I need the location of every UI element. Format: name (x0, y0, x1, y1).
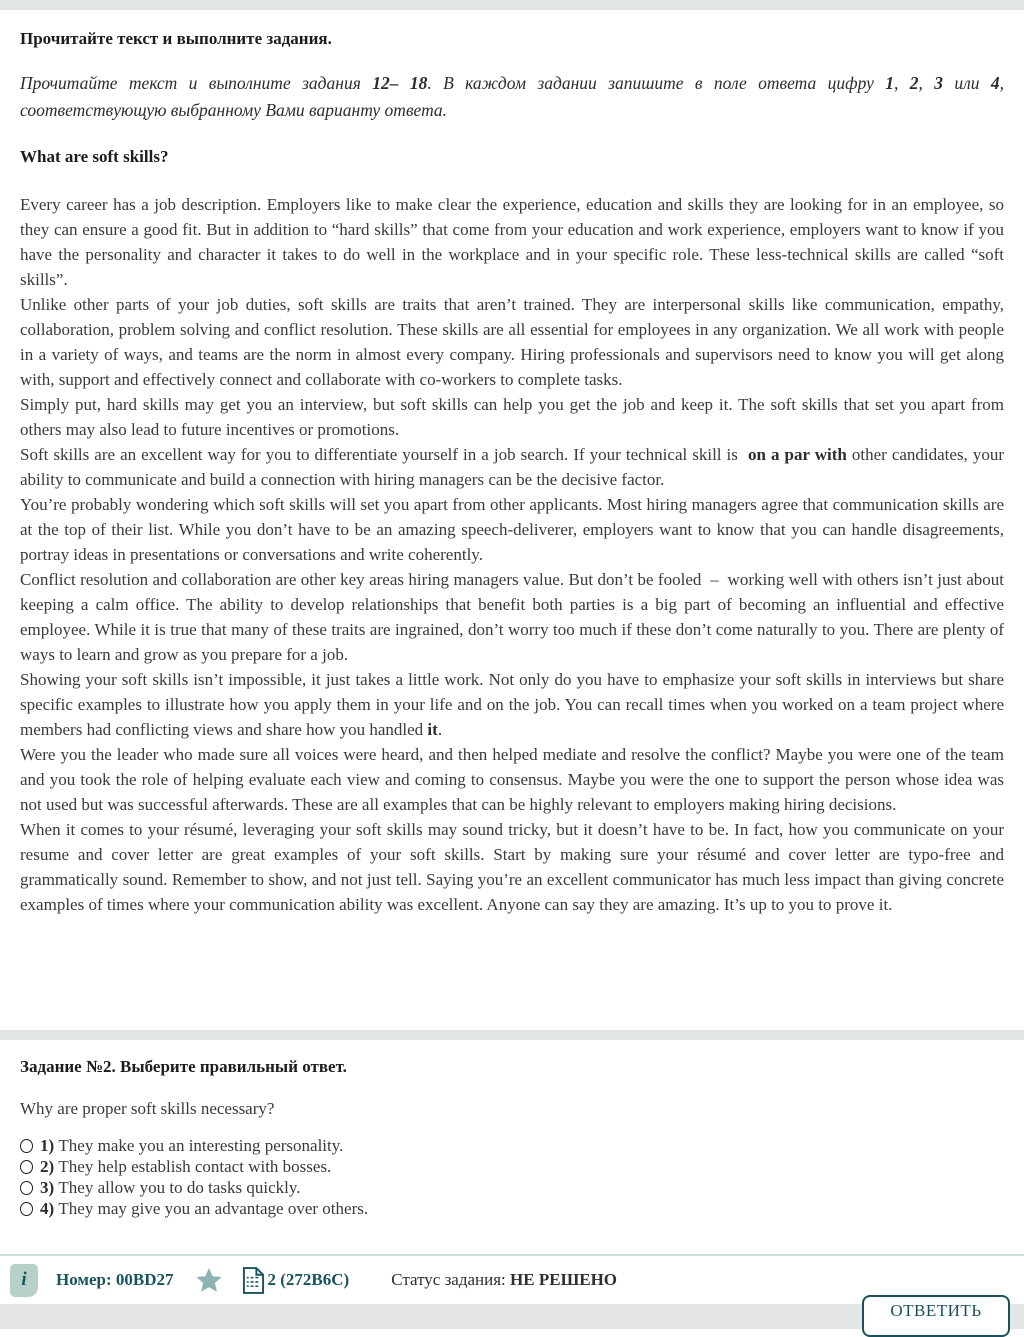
answer-button[interactable]: ОТВЕТИТЬ (862, 1295, 1010, 1337)
top-band (0, 0, 1024, 10)
option-number: 3) (40, 1177, 55, 1197)
option-number: 2) (40, 1156, 55, 1176)
document-ref[interactable]: 2 (272B6C) (267, 1270, 350, 1289)
option-label: They allow you to do tasks quickly. (54, 1177, 301, 1197)
article-paragraph: Unlike other parts of your job duties, soft skills are traits that aren’t trained. They are interpersonal skills like communication, empathy, collaboration, problem solving and conflict resolution. These skills are all essential for employees in any organization. We all work with people in a variety of ways, and teams are the norm in almost every company. Hiring professionals and supervisors need to know you will get along with, support and effectively connect and collaborate with co-workers to complete tasks. (20, 295, 1004, 389)
task-title: Задание №2. Выберите правильный ответ. (20, 1057, 347, 1076)
option-radio[interactable] (20, 1181, 33, 1195)
option-radio[interactable] (20, 1139, 33, 1153)
task-question: Why are proper soft skills necessary? (20, 1099, 275, 1118)
intro-instruction: Прочитайте текст и выполните задания 12– 18. В каждом задании запишите в поле ответа цифру 1, 2, 3 или 4, соответствующую выбранному Вами варианту ответа. (20, 73, 1004, 120)
task-number-label: Номер: (56, 1270, 112, 1289)
option-label: They help establish contact with bosses. (54, 1156, 332, 1176)
task-section (0, 1040, 1024, 1219)
section-divider (0, 1030, 1024, 1040)
document-list-icon[interactable] (242, 1267, 265, 1294)
article-paragraph: Simply put, hard skills may get you an interview, but soft skills can help you get the job and keep it. The soft skills that set you apart from others may also lead to future incentives or promotions. (20, 395, 1004, 439)
content-area (0, 10, 1024, 917)
option-label: They make you an interesting personality. (54, 1135, 344, 1155)
answer-option[interactable] (20, 1135, 1004, 1156)
task-number-value: 00BD27 (115, 1270, 174, 1289)
answer-option[interactable] (20, 1198, 1004, 1219)
article-paragraph: Were you the leader who made sure all voices were heard, and then helped mediate and resolve the conflict? Maybe you were one of the team and you took the role of helping evaluate each view and coming to consensus. Maybe you were the one to support the person whose idea was not used but was successful afterwards. These are all examples that can be highly relevant to employers making hiring decisions. (20, 745, 1004, 814)
article-paragraph: Showing your soft skills isn’t impossible, it just takes a little work. Not only do you have to emphasize your soft skills in interviews but share specific examples to illustrate how you apply them in your life and on the job. You can recall times when you worked on a team project where members had conflicting views and share how you handled it. (20, 670, 1004, 739)
article-paragraph: When it comes to your résumé, leveraging your soft skills may sound tricky, but it doesn’t have to be. In fact, how you communicate on your resume and cover letter are great examples of your soft skills. Start by making sure your résumé and cover letter are typo-free and grammatically sound. Remember to show, and not just tell. Saying you’re an excellent communicator has much less impact than giving concrete examples of times where your communication ability was excellent. Anyone can say they are amazing. It’s up to you to prove it. (20, 820, 1004, 914)
task-number (56, 1270, 174, 1290)
info-icon[interactable]: i (10, 1264, 38, 1297)
option-number: 1) (40, 1135, 55, 1155)
article-paragraph: Soft skills are an excellent way for you to differentiate yourself in a job search. If your technical skill is on a par with other candidates, your ability to communicate and build a connection with hiring managers can be the decisive factor. (20, 445, 1005, 489)
article-title: What are soft skills? (20, 147, 169, 166)
task-status-label: Статус задания: (391, 1270, 506, 1289)
article-paragraph: Every career has a job description. Employers like to make clear the experience, education and skills they are looking for in an employee, so they can ensure a good fit. But in addition to “hard skills” that come from your education and work experience, employers want to know if you have the personality and character it takes to do well in the workplace and in your specific role. These less-technical skills are called “soft skills”. (20, 195, 1004, 289)
article-paragraph: You’re probably wondering which soft skills will set you apart from other applicants. Most hiring managers agree that communication skills are at the top of their list. While you don’t have to be an amazing speech-deliverer, employers want to know that you can handle disagreements, portray ideas in presentations or conversations and write coherently. (20, 495, 1004, 564)
task-status (391, 1270, 617, 1290)
answer-option[interactable] (20, 1177, 1004, 1198)
star-icon[interactable] (194, 1266, 224, 1294)
options-list (20, 1135, 1004, 1219)
answer-option[interactable] (20, 1156, 1004, 1177)
option-radio[interactable] (20, 1202, 33, 1216)
article-paragraph: Conflict resolution and collaboration are other key areas hiring managers value. But don’t be fooled – working well with others isn’t just about keeping a calm office. The ability to develop relationships that benefit both parties is a big part of becoming an influential and effective employee. While it is true that many of these traits are ingrained, don’t worry too much if these don’t come naturally to you. There are plenty of ways to learn and grow as you prepare for a job. (20, 570, 1004, 664)
option-number: 4) (40, 1198, 55, 1218)
option-radio[interactable] (20, 1160, 33, 1174)
article-body (20, 192, 1004, 917)
intro-title: Прочитайте текст и выполните задания. (20, 29, 332, 48)
option-label: They may give you an advantage over others. (54, 1198, 369, 1218)
task-status-value: НЕ РЕШЕНО (510, 1270, 618, 1289)
